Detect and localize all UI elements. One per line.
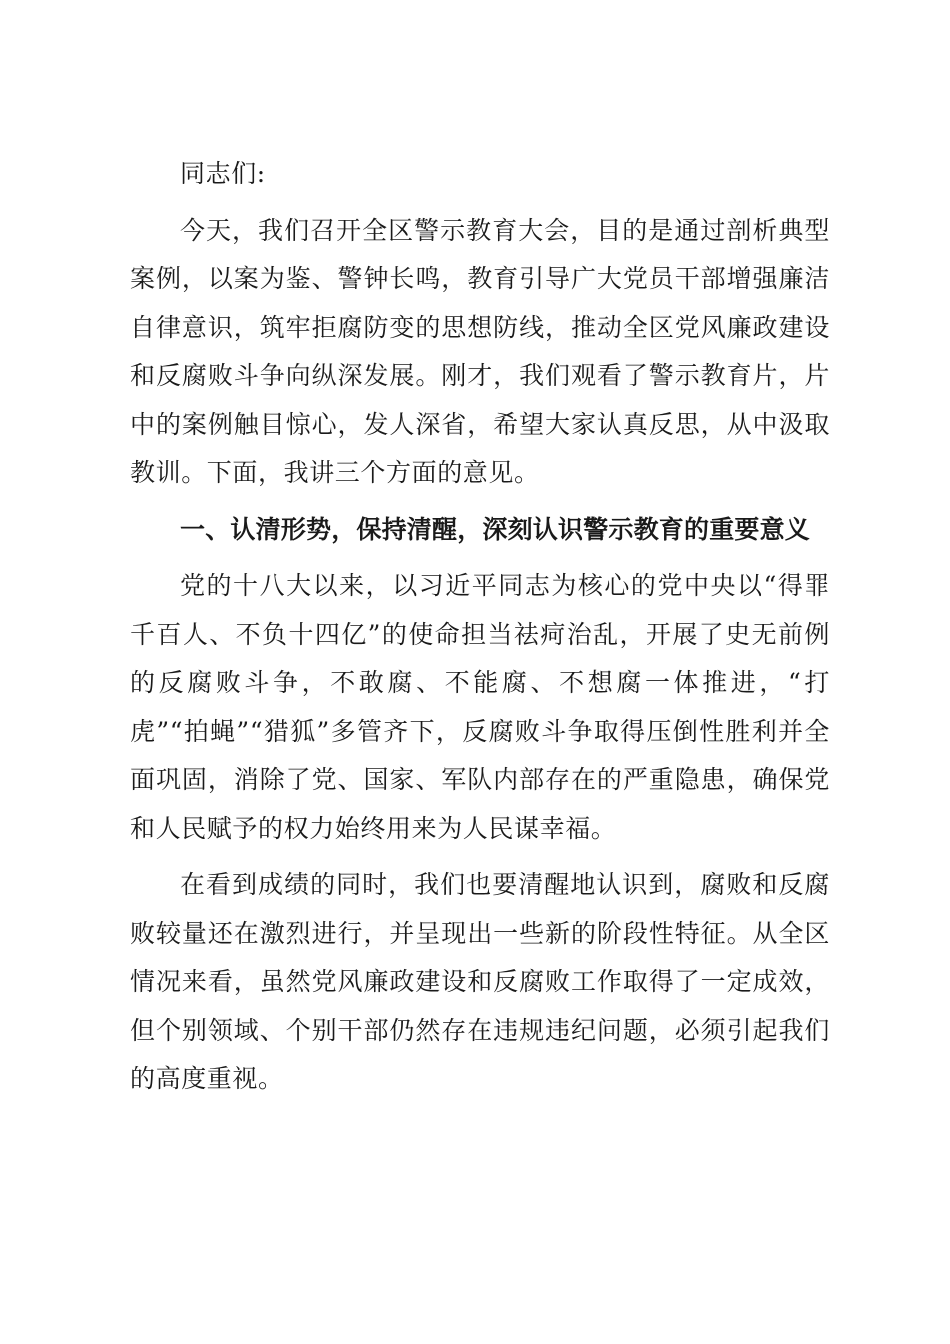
body-paragraph: 在看到成绩的同时，我们也要清醒地认识到，腐败和反腐败较量还在激烈进行，并呈现出一些新的阶段性特征。从全区情况来看，虽然党风廉政建设和反腐败工作取得了一定成效，但个别领域、个别干部仍然存在违规违纪问题，必须引起我们的高度重视。: [130, 870, 830, 1093]
salutation: 同志们:: [180, 159, 266, 188]
intro-paragraph: 今天，我们召开全区警示教育大会，目的是通过剖析典型案例，以案为鉴、警钟长鸣，教育引导广大党员干部增强廉洁自律意识，筑牢拒腐防变的思想防线，推动全区党风廉政建设和反腐败斗争向纵深发展。刚才，我们观看了警示教育片，片中的案例触目惊心，发人深省，希望大家认真反思，从中汲取教训。下面，我讲三个方面的意见。: [130, 215, 830, 487]
body-paragraph: 党的十八大以来，以习近平同志为核心的党中央以“得罪千百人、不负十四亿”的使命担当祛疴治乱，开展了史无前例的反腐败斗争，不敢腐、不能腐、不想腐一体推进，“打虎”“拍蝇”“猎狐”多管齐下，反腐败斗争取得压倒性胜利并全面巩固，消除了党、国家、军队内部存在的严重隐患，确保党和人民赋予的权力始终用来为人民谋幸福。: [130, 571, 830, 843]
document-body: [130, 150, 830, 1112]
section-heading: 一、认清形势，保持清醒，深刻认识警示教育的重要意义: [180, 514, 811, 544]
